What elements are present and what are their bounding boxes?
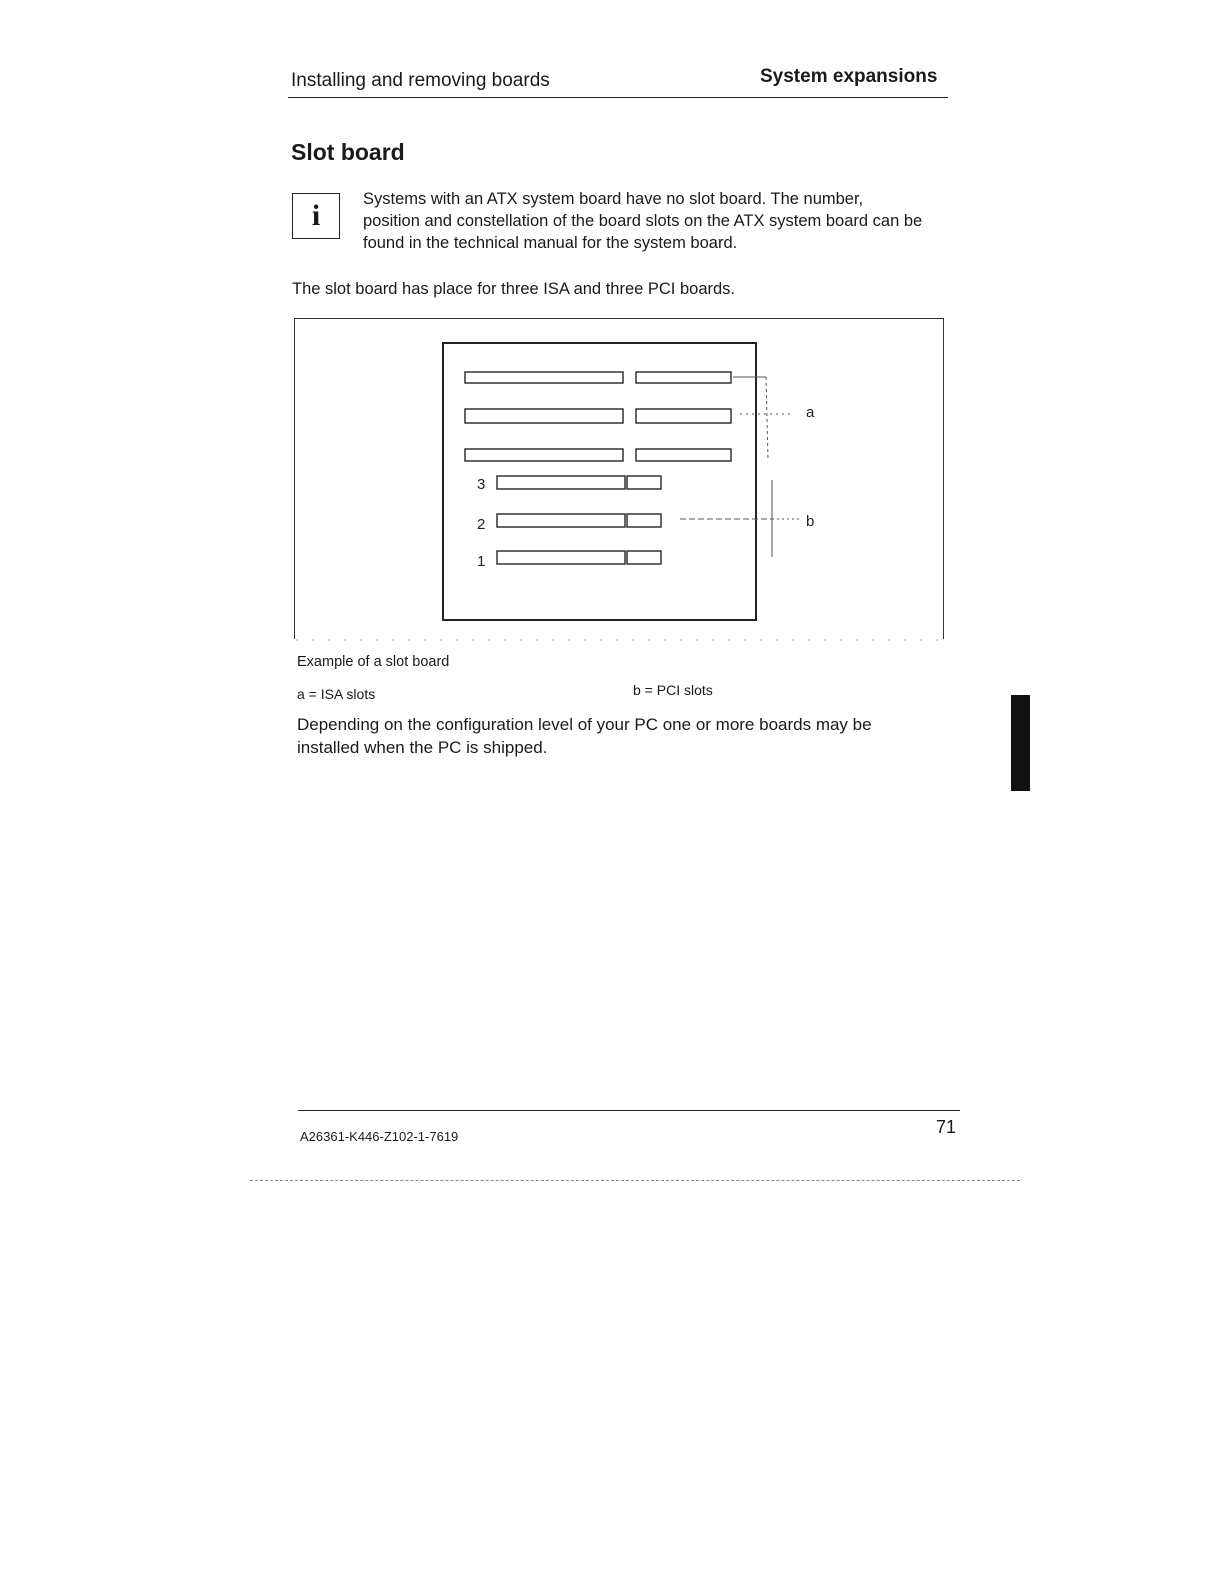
pci-slot-3: [497, 476, 661, 489]
slot-number-1: 1: [477, 553, 486, 570]
info-note: Systems with an ATX system board have no slot board. The number, position and constellation of the board slots on the ATX system board can be found in the technical manual for the system board.: [363, 190, 923, 252]
isa-slot-3: [465, 449, 731, 461]
intro-text: The slot board has place for three ISA and three PCI boards.: [292, 280, 736, 298]
footer-doc-code: A26361-K446-Z102-1-7619: [300, 1129, 459, 1144]
isa-slot-1: [465, 372, 731, 383]
chapter-thumb-tab: [1011, 695, 1030, 791]
section-title: Slot board: [291, 139, 405, 165]
body-paragraph: Depending on the configuration level of your PC one or more boards may be installed when the PC is shipped.: [297, 715, 872, 757]
pci-slot-1: [497, 551, 661, 564]
callout-bracket-a: [733, 377, 790, 460]
callout-a: a: [806, 404, 815, 421]
page-number: 71: [936, 1117, 957, 1137]
callout-b: b: [806, 513, 815, 530]
info-icon: i: [292, 193, 340, 239]
callout-bracket-b: [680, 480, 800, 557]
slot-board: [443, 343, 756, 620]
legend-pci: b = PCI slots: [633, 682, 713, 698]
isa-slot-2: [465, 409, 731, 423]
legend-isa: a = ISA slots: [297, 686, 376, 702]
slot-number-3: 3: [477, 476, 486, 493]
running-header-right: System expansions: [760, 66, 938, 87]
running-header-left: Installing and removing boards: [291, 70, 550, 91]
scan-edge-line: [250, 1180, 1020, 1181]
slot-number-2: 2: [477, 516, 486, 533]
figure-caption: Example of a slot board: [297, 654, 450, 670]
footer-rule: [298, 1110, 960, 1111]
pci-slot-2: [497, 514, 661, 527]
